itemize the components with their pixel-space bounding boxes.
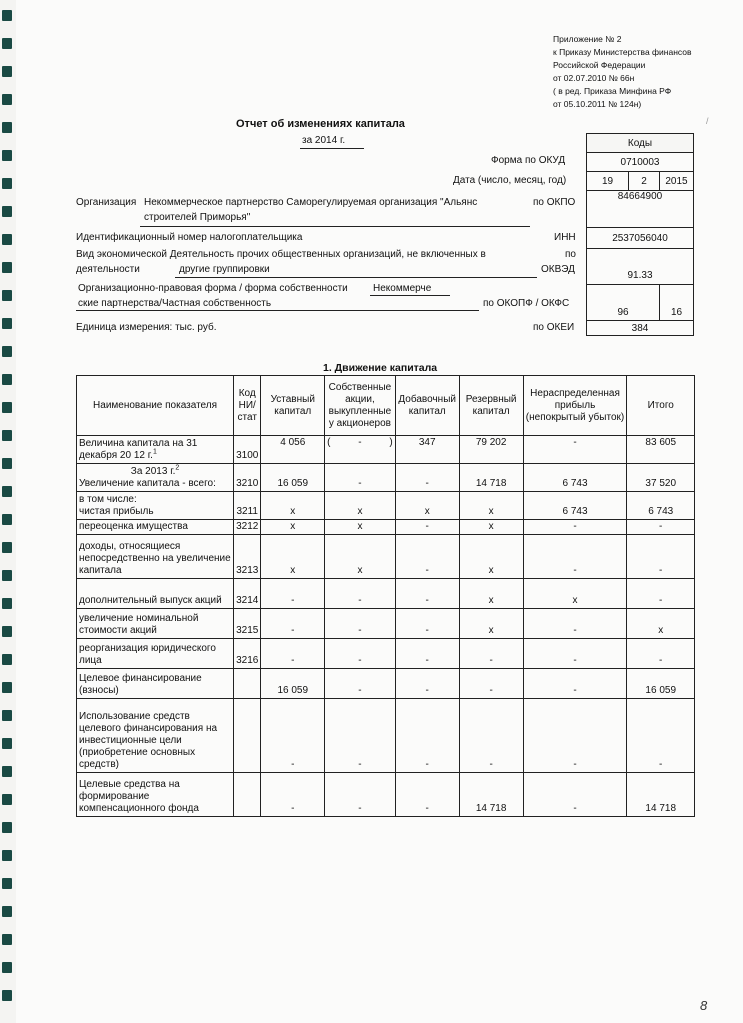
binding-hole bbox=[2, 10, 12, 21]
row-code: 3210 bbox=[234, 464, 261, 492]
okopf-value: 96 bbox=[587, 285, 660, 321]
cell-reserve: 79 202 bbox=[459, 436, 523, 464]
okud-label: Форма по ОКУД bbox=[491, 155, 566, 166]
org-name-line1: Некоммерческое партнерство Саморегулируемая организация "Альянс bbox=[144, 197, 478, 208]
cell-total: 6 743 bbox=[627, 492, 695, 520]
binding-hole bbox=[2, 402, 12, 413]
cell-reserve: x bbox=[459, 609, 523, 639]
page-number: 8 bbox=[700, 998, 708, 1013]
binding-hole bbox=[2, 206, 12, 217]
col-header-additional: Добавочный капитал bbox=[395, 376, 459, 436]
org-name-line2: строителей Приморья" bbox=[144, 212, 251, 223]
cell-additional: - bbox=[395, 579, 459, 609]
date-year: 2015 bbox=[660, 172, 694, 191]
cell-own-shares: - bbox=[325, 773, 396, 817]
cell-additional: - bbox=[395, 609, 459, 639]
cell-retained: - bbox=[523, 669, 627, 699]
binding-hole bbox=[2, 682, 12, 693]
org-label: Организация bbox=[76, 197, 137, 208]
binding-hole bbox=[2, 850, 12, 861]
okved-label-po: по bbox=[565, 249, 576, 260]
binding-hole bbox=[2, 934, 12, 945]
cell-additional: - bbox=[395, 520, 459, 535]
binding-hole bbox=[2, 794, 12, 805]
cell-authorized: x bbox=[261, 535, 325, 579]
cell-reserve: x bbox=[459, 520, 523, 535]
cell-total: 14 718 bbox=[627, 773, 695, 817]
table-row bbox=[77, 609, 695, 639]
cell-retained: - bbox=[523, 773, 627, 817]
cell-reserve: x bbox=[459, 535, 523, 579]
row-name: дополнительный выпуск акций bbox=[77, 579, 234, 609]
cell-total: - bbox=[627, 639, 695, 669]
binding-hole bbox=[2, 990, 12, 1001]
binding-hole bbox=[2, 458, 12, 469]
cell-own-shares: x bbox=[325, 492, 396, 520]
cell-additional: - bbox=[395, 535, 459, 579]
footnote-mark: 1 bbox=[152, 448, 157, 456]
cell-total: - bbox=[627, 579, 695, 609]
cell-retained: 6 743 bbox=[523, 492, 627, 520]
cell-total: - bbox=[627, 520, 695, 535]
cell-retained: - bbox=[523, 609, 627, 639]
cell-reserve: - bbox=[459, 669, 523, 699]
table-row bbox=[77, 579, 695, 609]
cell-additional: x bbox=[395, 492, 459, 520]
cell-retained: - bbox=[523, 639, 627, 669]
table-row bbox=[77, 773, 695, 817]
row-name-text: чистая прибыль bbox=[79, 506, 154, 517]
binding-hole bbox=[2, 542, 12, 553]
activity-value: другие группировки bbox=[179, 264, 270, 275]
cell-authorized: - bbox=[261, 609, 325, 639]
legal-form-label: Организационно-правовая форма / форма собственности bbox=[78, 283, 348, 294]
appendix-line: ( в ред. Приказа Минфина РФ bbox=[553, 86, 672, 96]
cell-additional: - bbox=[395, 773, 459, 817]
cell-own-shares: - bbox=[325, 609, 396, 639]
margin-mark: / bbox=[706, 116, 709, 126]
legal-form-value1: Некоммерче bbox=[373, 283, 432, 294]
activity-line1: Вид экономической Деятельность прочих общественных организаций, не включенных в bbox=[76, 249, 486, 260]
date-day: 19 bbox=[587, 172, 629, 191]
cell-own-shares: - bbox=[325, 639, 396, 669]
cell-retained: - bbox=[523, 436, 627, 464]
cell-own-shares: - bbox=[325, 669, 396, 699]
binding-hole bbox=[2, 514, 12, 525]
binding-hole bbox=[2, 38, 12, 49]
row-code: 3100 bbox=[234, 436, 261, 464]
col-header-reserve: Резервный капитал bbox=[459, 376, 523, 436]
date-label: Дата (число, месяц, год) bbox=[453, 175, 567, 186]
col-header-retained: Нераспределенная прибыль (непокрытый убыток) bbox=[523, 376, 627, 436]
cell-reserve: x bbox=[459, 579, 523, 609]
row-code: 3216 bbox=[234, 639, 261, 669]
inn-value: 2537056040 bbox=[587, 228, 694, 249]
binding-hole bbox=[2, 654, 12, 665]
table-row bbox=[77, 639, 695, 669]
appendix-line: Приложение № 2 bbox=[553, 34, 622, 44]
footnote-mark: 2 bbox=[175, 464, 180, 472]
row-name-text: Увеличение капитала - всего: bbox=[79, 478, 216, 489]
row-code: 3214 bbox=[234, 579, 261, 609]
inn-code-label: ИНН bbox=[554, 232, 576, 243]
table-row bbox=[77, 669, 695, 699]
binding-hole bbox=[2, 318, 12, 329]
cell-retained: - bbox=[523, 535, 627, 579]
cell-total: - bbox=[627, 535, 695, 579]
okved-label: ОКВЭД bbox=[541, 264, 575, 275]
binding-hole bbox=[2, 738, 12, 749]
table-row bbox=[77, 436, 695, 464]
unit-label: Единица измерения: тыс. руб. bbox=[76, 322, 217, 333]
binding-hole bbox=[2, 430, 12, 441]
okfs-value: 16 bbox=[660, 285, 694, 321]
row-name: увеличение номинальной стоимости акций bbox=[77, 609, 234, 639]
okpo-label: по ОКПО bbox=[533, 197, 576, 208]
cell-additional: - bbox=[395, 669, 459, 699]
activity-underline bbox=[175, 277, 537, 278]
period-underline bbox=[300, 148, 364, 149]
binding-hole bbox=[2, 122, 12, 133]
cell-retained: 6 743 bbox=[523, 464, 627, 492]
row-code bbox=[234, 699, 261, 773]
codes-header: Коды bbox=[587, 134, 694, 153]
table-row bbox=[77, 464, 695, 492]
binding-hole bbox=[2, 486, 12, 497]
capital-movement-table bbox=[76, 375, 695, 817]
binding-hole bbox=[2, 94, 12, 105]
date-month: 2 bbox=[629, 172, 660, 191]
inn-label: Идентификационный номер налогоплательщика bbox=[76, 232, 303, 243]
table-row bbox=[77, 699, 695, 773]
okpo-value: 84664900 bbox=[587, 191, 694, 228]
binding-hole bbox=[2, 598, 12, 609]
col-header-code: Код НИ/ стат bbox=[234, 376, 261, 436]
cell-own-shares: x bbox=[325, 535, 396, 579]
binding-hole bbox=[2, 66, 12, 77]
okopf-label: по ОКОПФ / ОКФС bbox=[483, 298, 570, 309]
cell-reserve: 14 718 bbox=[459, 773, 523, 817]
cell-additional: 347 bbox=[395, 436, 459, 464]
binding-hole bbox=[2, 346, 12, 357]
binding-hole bbox=[2, 150, 12, 161]
cell-own-shares: ( - ) bbox=[325, 436, 396, 464]
binding-hole bbox=[2, 906, 12, 917]
cell-reserve: - bbox=[459, 699, 523, 773]
row-name: Использование средств целевого финансирования на инвестиционные цели (приобретение основных средств) bbox=[77, 699, 234, 773]
row-name-text: Величина капитала на 31 декабря 20 12 г. bbox=[79, 438, 198, 461]
table-row bbox=[77, 520, 695, 535]
appendix-line: от 05.10.2011 № 124н) bbox=[553, 99, 642, 109]
cell-authorized: 4 056 bbox=[261, 436, 325, 464]
cell-reserve: - bbox=[459, 639, 523, 669]
row-name bbox=[77, 492, 234, 520]
cell-authorized: - bbox=[261, 639, 325, 669]
binding-strip bbox=[0, 0, 16, 1023]
cell-total: x bbox=[627, 609, 695, 639]
col-header-own-shares: Собственные акции, выкупленные у акционеров bbox=[325, 376, 396, 436]
cell-total: 83 605 bbox=[627, 436, 695, 464]
legal-form-value2: ские партнерства/Частная собственность bbox=[78, 298, 272, 309]
row-name bbox=[77, 464, 234, 492]
appendix-line: к Приказу Министерства финансов bbox=[553, 47, 692, 57]
appendix-line: от 02.07.2010 № 66н bbox=[553, 73, 635, 83]
row-subtitle: в том числе: bbox=[79, 494, 137, 505]
binding-hole bbox=[2, 710, 12, 721]
okud-value: 0710003 bbox=[587, 153, 694, 172]
binding-hole bbox=[2, 822, 12, 833]
binding-hole bbox=[2, 962, 12, 973]
binding-hole bbox=[2, 234, 12, 245]
section-title: 1. Движение капитала bbox=[323, 362, 438, 374]
col-header-name: Наименование показателя bbox=[77, 376, 234, 436]
cell-retained: x bbox=[523, 579, 627, 609]
appendix-line: Российской Федерации bbox=[553, 60, 646, 70]
cell-reserve: x bbox=[459, 492, 523, 520]
activity-prefix: деятельности bbox=[76, 264, 140, 275]
row-name bbox=[77, 436, 234, 464]
cell-total: 16 059 bbox=[627, 669, 695, 699]
report-title: Отчет об изменениях капитала bbox=[236, 118, 405, 130]
table-row bbox=[77, 492, 695, 520]
cell-authorized: 16 059 bbox=[261, 464, 325, 492]
cell-additional: - bbox=[395, 639, 459, 669]
row-name: Целевое финансирование (взносы) bbox=[77, 669, 234, 699]
cell-total: - bbox=[627, 699, 695, 773]
cell-authorized: 16 059 bbox=[261, 669, 325, 699]
okei-value: 384 bbox=[587, 321, 694, 336]
cell-own-shares: - bbox=[325, 464, 396, 492]
binding-hole bbox=[2, 290, 12, 301]
binding-hole bbox=[2, 262, 12, 273]
row-name: доходы, относящиеся непосредственно на увеличение капитала bbox=[77, 535, 234, 579]
cell-authorized: x bbox=[261, 520, 325, 535]
cell-additional: - bbox=[395, 464, 459, 492]
binding-hole bbox=[2, 374, 12, 385]
row-code: 3211 bbox=[234, 492, 261, 520]
binding-hole bbox=[2, 878, 12, 889]
cell-retained: - bbox=[523, 520, 627, 535]
cell-authorized: - bbox=[261, 773, 325, 817]
legal-form-underline1 bbox=[370, 295, 450, 296]
row-code: 3215 bbox=[234, 609, 261, 639]
cell-authorized: - bbox=[261, 699, 325, 773]
cell-authorized: x bbox=[261, 492, 325, 520]
cell-additional: - bbox=[395, 699, 459, 773]
codes-table bbox=[586, 133, 694, 336]
cell-own-shares: - bbox=[325, 699, 396, 773]
table-row bbox=[77, 535, 695, 579]
col-header-total: Итого bbox=[627, 376, 695, 436]
cell-retained: - bbox=[523, 699, 627, 773]
cell-authorized: - bbox=[261, 579, 325, 609]
row-code: 3213 bbox=[234, 535, 261, 579]
cell-own-shares: x bbox=[325, 520, 396, 535]
cell-own-shares: - bbox=[325, 579, 396, 609]
binding-hole bbox=[2, 766, 12, 777]
binding-hole bbox=[2, 570, 12, 581]
report-period: за 2014 г. bbox=[302, 135, 346, 146]
row-subtitle: За 2013 г. bbox=[130, 466, 176, 477]
binding-hole bbox=[2, 178, 12, 189]
row-name: переоценка имущества bbox=[77, 520, 234, 535]
binding-hole bbox=[2, 626, 12, 637]
row-code bbox=[234, 773, 261, 817]
row-code: 3212 bbox=[234, 520, 261, 535]
cell-total: 37 520 bbox=[627, 464, 695, 492]
cell-reserve: 14 718 bbox=[459, 464, 523, 492]
row-code bbox=[234, 669, 261, 699]
row-name: Целевые средства на формирование компенсационного фонда bbox=[77, 773, 234, 817]
legal-form-underline2 bbox=[76, 310, 479, 311]
okei-label: по ОКЕИ bbox=[533, 322, 575, 333]
okved-value: 91.33 bbox=[587, 249, 694, 285]
row-name: реорганизация юридического лица bbox=[77, 639, 234, 669]
col-header-authorized: Уставный капитал bbox=[261, 376, 325, 436]
org-underline bbox=[140, 226, 530, 227]
